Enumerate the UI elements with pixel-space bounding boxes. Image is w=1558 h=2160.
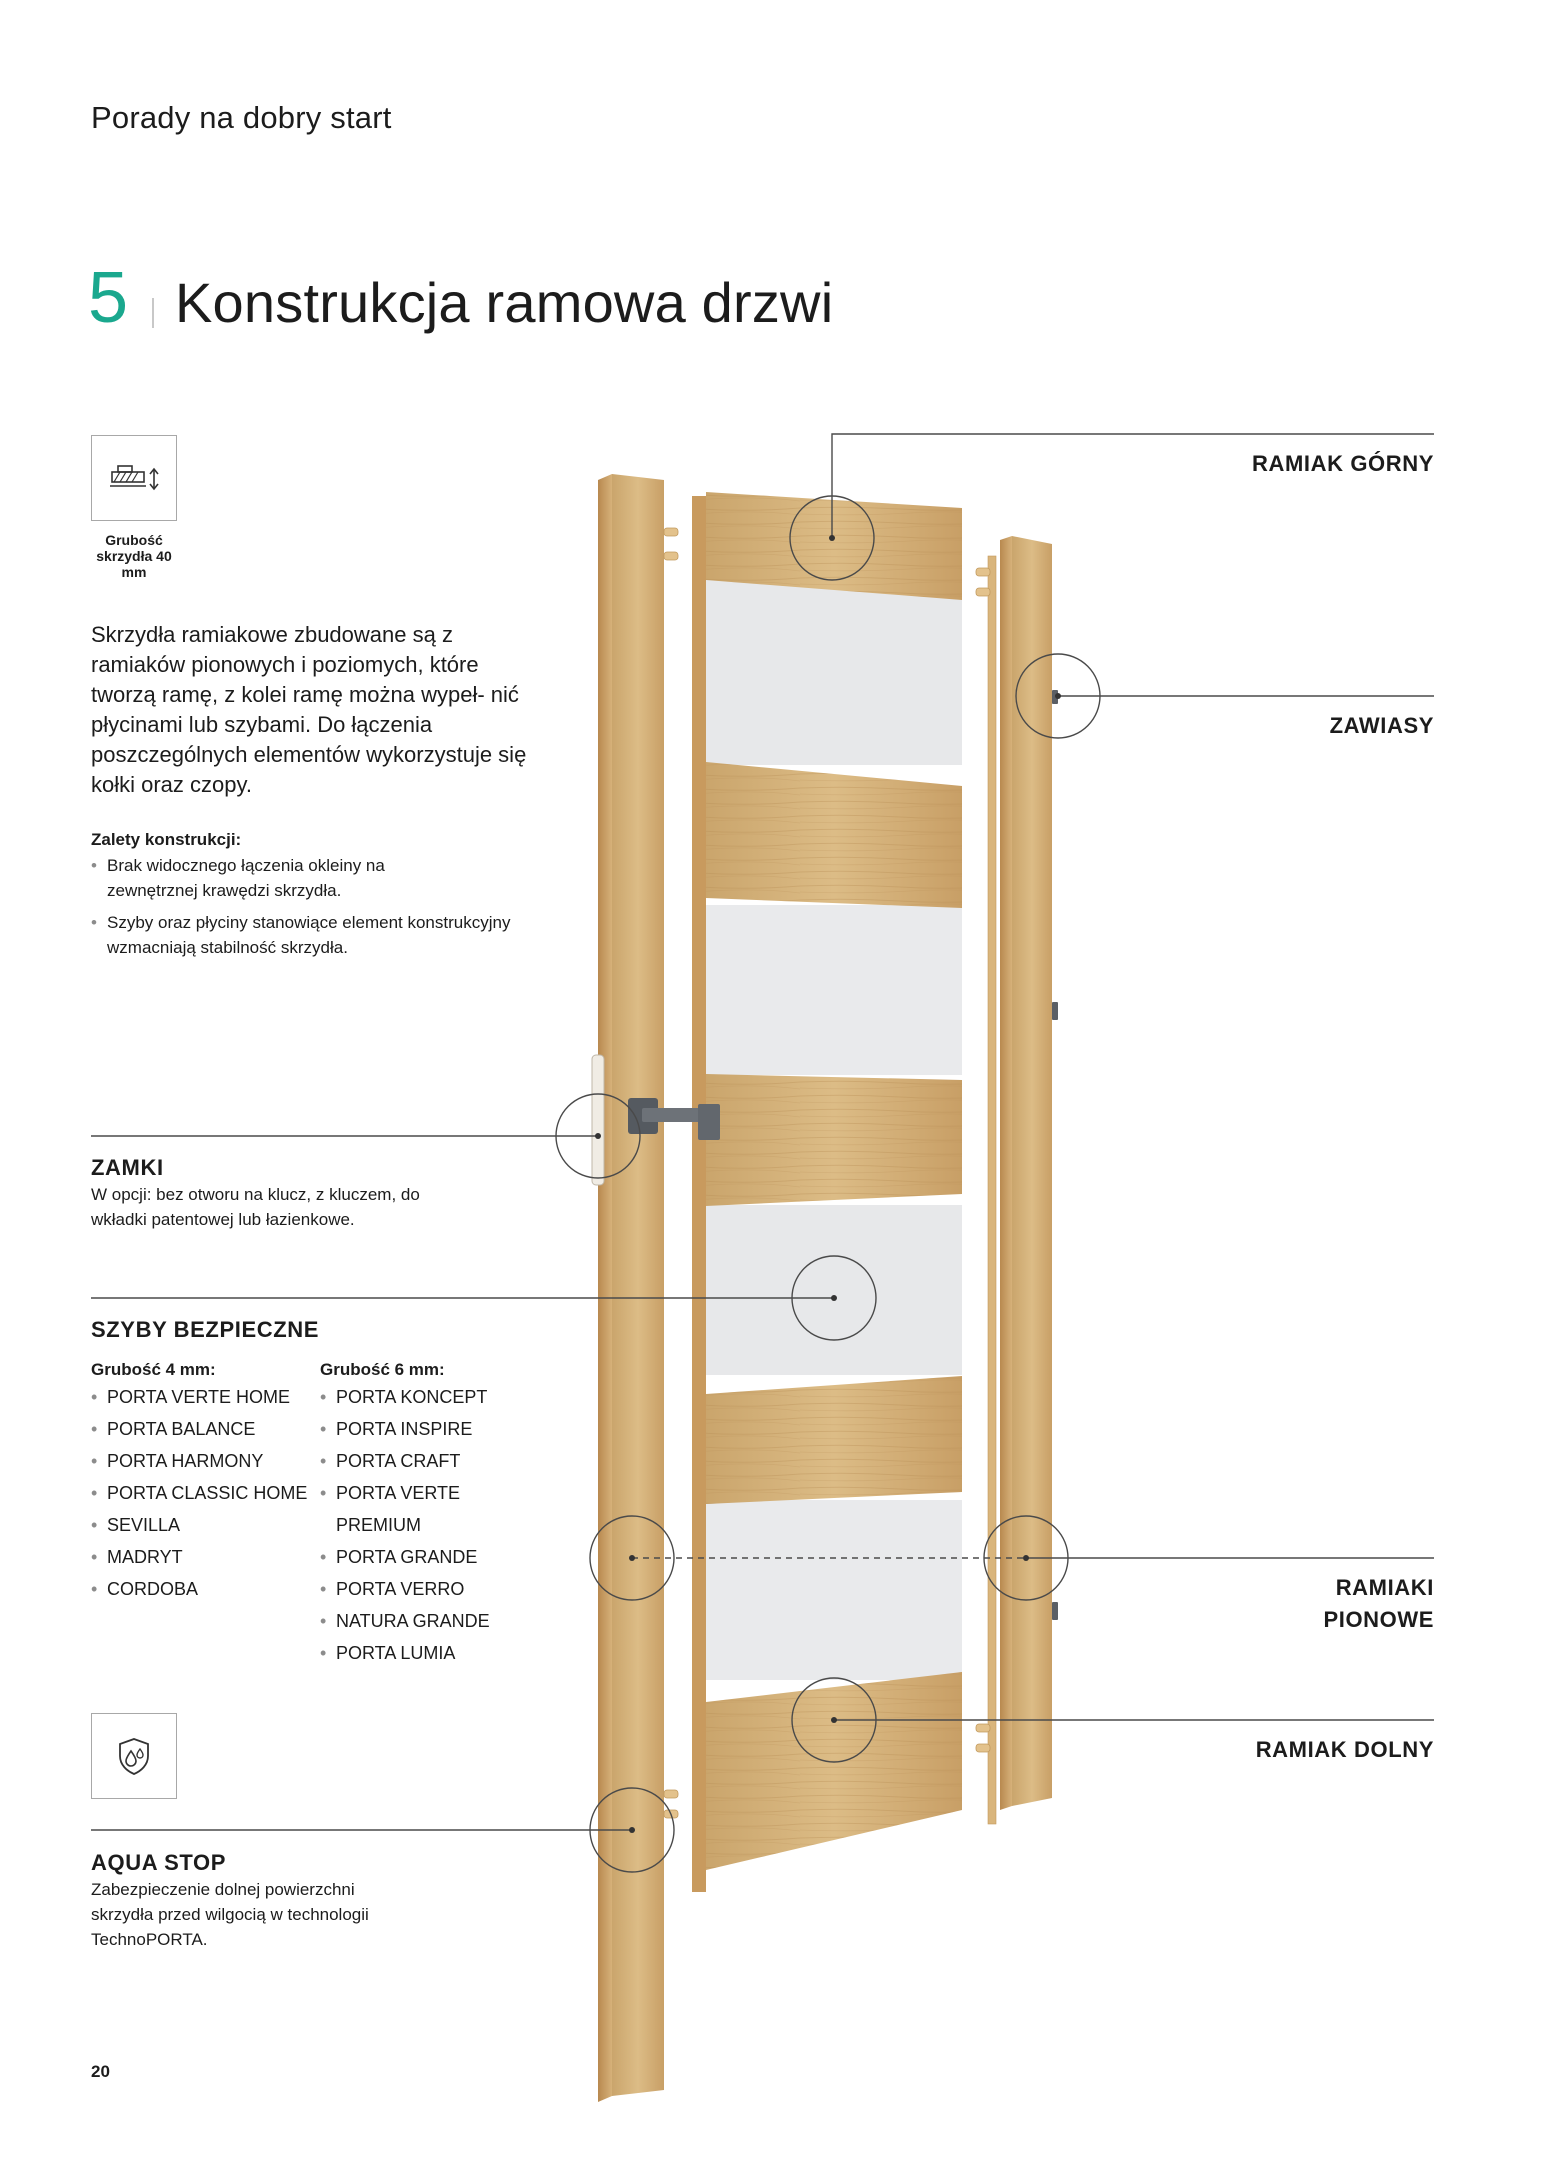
thickness-caption: Grubość skrzydła 40 mm [96, 532, 172, 581]
right-stile [1012, 536, 1052, 1806]
szyby-item: • PORTA INSPIRE [320, 1413, 549, 1445]
zamki-heading: ZAMKI [91, 1155, 164, 1180]
szyby-item: • PORTA VERTE HOME [91, 1381, 320, 1413]
right-stile-side [1000, 536, 1012, 1810]
bottom-rail-grain [706, 1672, 962, 1870]
benefits-title: Zalety konstrukcji: [91, 830, 242, 849]
szyby-item: • PORTA CRAFT [320, 1445, 549, 1477]
callout-zawiasy-label: ZAWIASY [1329, 713, 1434, 738]
section-header: Porady na dobry start [91, 100, 392, 135]
door-handle [628, 1098, 720, 1140]
intro-text: Skrzydła ramiakowe zbudowane są z ramiaków pionowych i poziomych, które tworzą ramę, z kolei ramę można wypeł- nić płycinami lub szybami. Do łączenia poszczególnych elementów wykorzystuje się kołki oraz czopy. [91, 622, 527, 797]
mid-rail-3-grain [706, 1376, 962, 1504]
callout-ramiaki-pionowe-label-2: PIONOWE [1323, 1607, 1434, 1632]
szyby-col-title: Grubość 4 mm: [91, 1360, 216, 1379]
szyby-item: • PORTA CLASSIC HOME [91, 1477, 320, 1509]
szyby-item: • PORTA KONCEPT [320, 1381, 549, 1413]
zamki-desc: W opcji: bez otworu na klucz, z kluczem, do wkładki patentowej lub łazienkowe. [91, 1185, 420, 1229]
right-stile-inner-strip [988, 556, 996, 1824]
szyby-item: • MADRYT [91, 1541, 320, 1573]
hinges [1052, 690, 1058, 1620]
aqua-heading: AQUA STOP [91, 1850, 226, 1875]
glass-pane-3 [706, 1205, 962, 1375]
aqua-desc: Zabezpieczenie dolnej powierzchni skrzydła przed wilgocią w technologii TechnoPORTA. [91, 1880, 369, 1949]
chapter-number: 5 [88, 258, 129, 338]
chapter-title: Konstrukcja ramowa drzwi [175, 271, 834, 334]
callout-ramiak-gorny-label: RAMIAK GÓRNY [1252, 451, 1434, 476]
mid-rail-1-grain [706, 762, 962, 908]
callout-ramiaki-pionowe-label-1: RAMIAKI [1335, 1575, 1434, 1600]
szyby-item: • NATURA GRANDE [320, 1605, 549, 1637]
page-number: 20 [91, 2062, 110, 2081]
left-stile [612, 474, 664, 2096]
szyby-item: • PORTA LUMIA [320, 1637, 549, 1669]
benefit-item: • Szyby oraz płyciny stanowiące element konstrukcyjny wzmacniają stabilność skrzydła. [91, 910, 511, 960]
szyby-item: • PORTA VERRO [320, 1573, 549, 1605]
szyby-item: • PORTA GRANDE [320, 1541, 549, 1573]
szyby-col-title: Grubość 6 mm: [320, 1360, 445, 1379]
szyby-item: • SEVILLA [91, 1509, 320, 1541]
callout-ramiak-dolny-label: RAMIAK DOLNY [1255, 1737, 1434, 1762]
glass-pane-4 [706, 1500, 962, 1680]
center-edge-strip [692, 496, 706, 1892]
dowels-left-top [664, 528, 678, 1818]
glass-pane-2 [706, 905, 962, 1075]
szyby-item: • PORTA HARMONY [91, 1445, 320, 1477]
szyby-item: • PORTA VERTE PREMIUM [320, 1477, 549, 1541]
szyby-heading: SZYBY BEZPIECZNE [91, 1317, 320, 1342]
glass-pane-1 [706, 575, 962, 765]
mid-rail-2-grain [706, 1074, 962, 1206]
lock-plate [592, 1055, 604, 1185]
szyby-item: • PORTA BALANCE [91, 1413, 320, 1445]
benefit-item: • Brak widocznego łączenia okleiny na zewnętrznej krawędzi skrzydła. [91, 853, 411, 903]
szyby-item: • CORDOBA [91, 1573, 320, 1605]
